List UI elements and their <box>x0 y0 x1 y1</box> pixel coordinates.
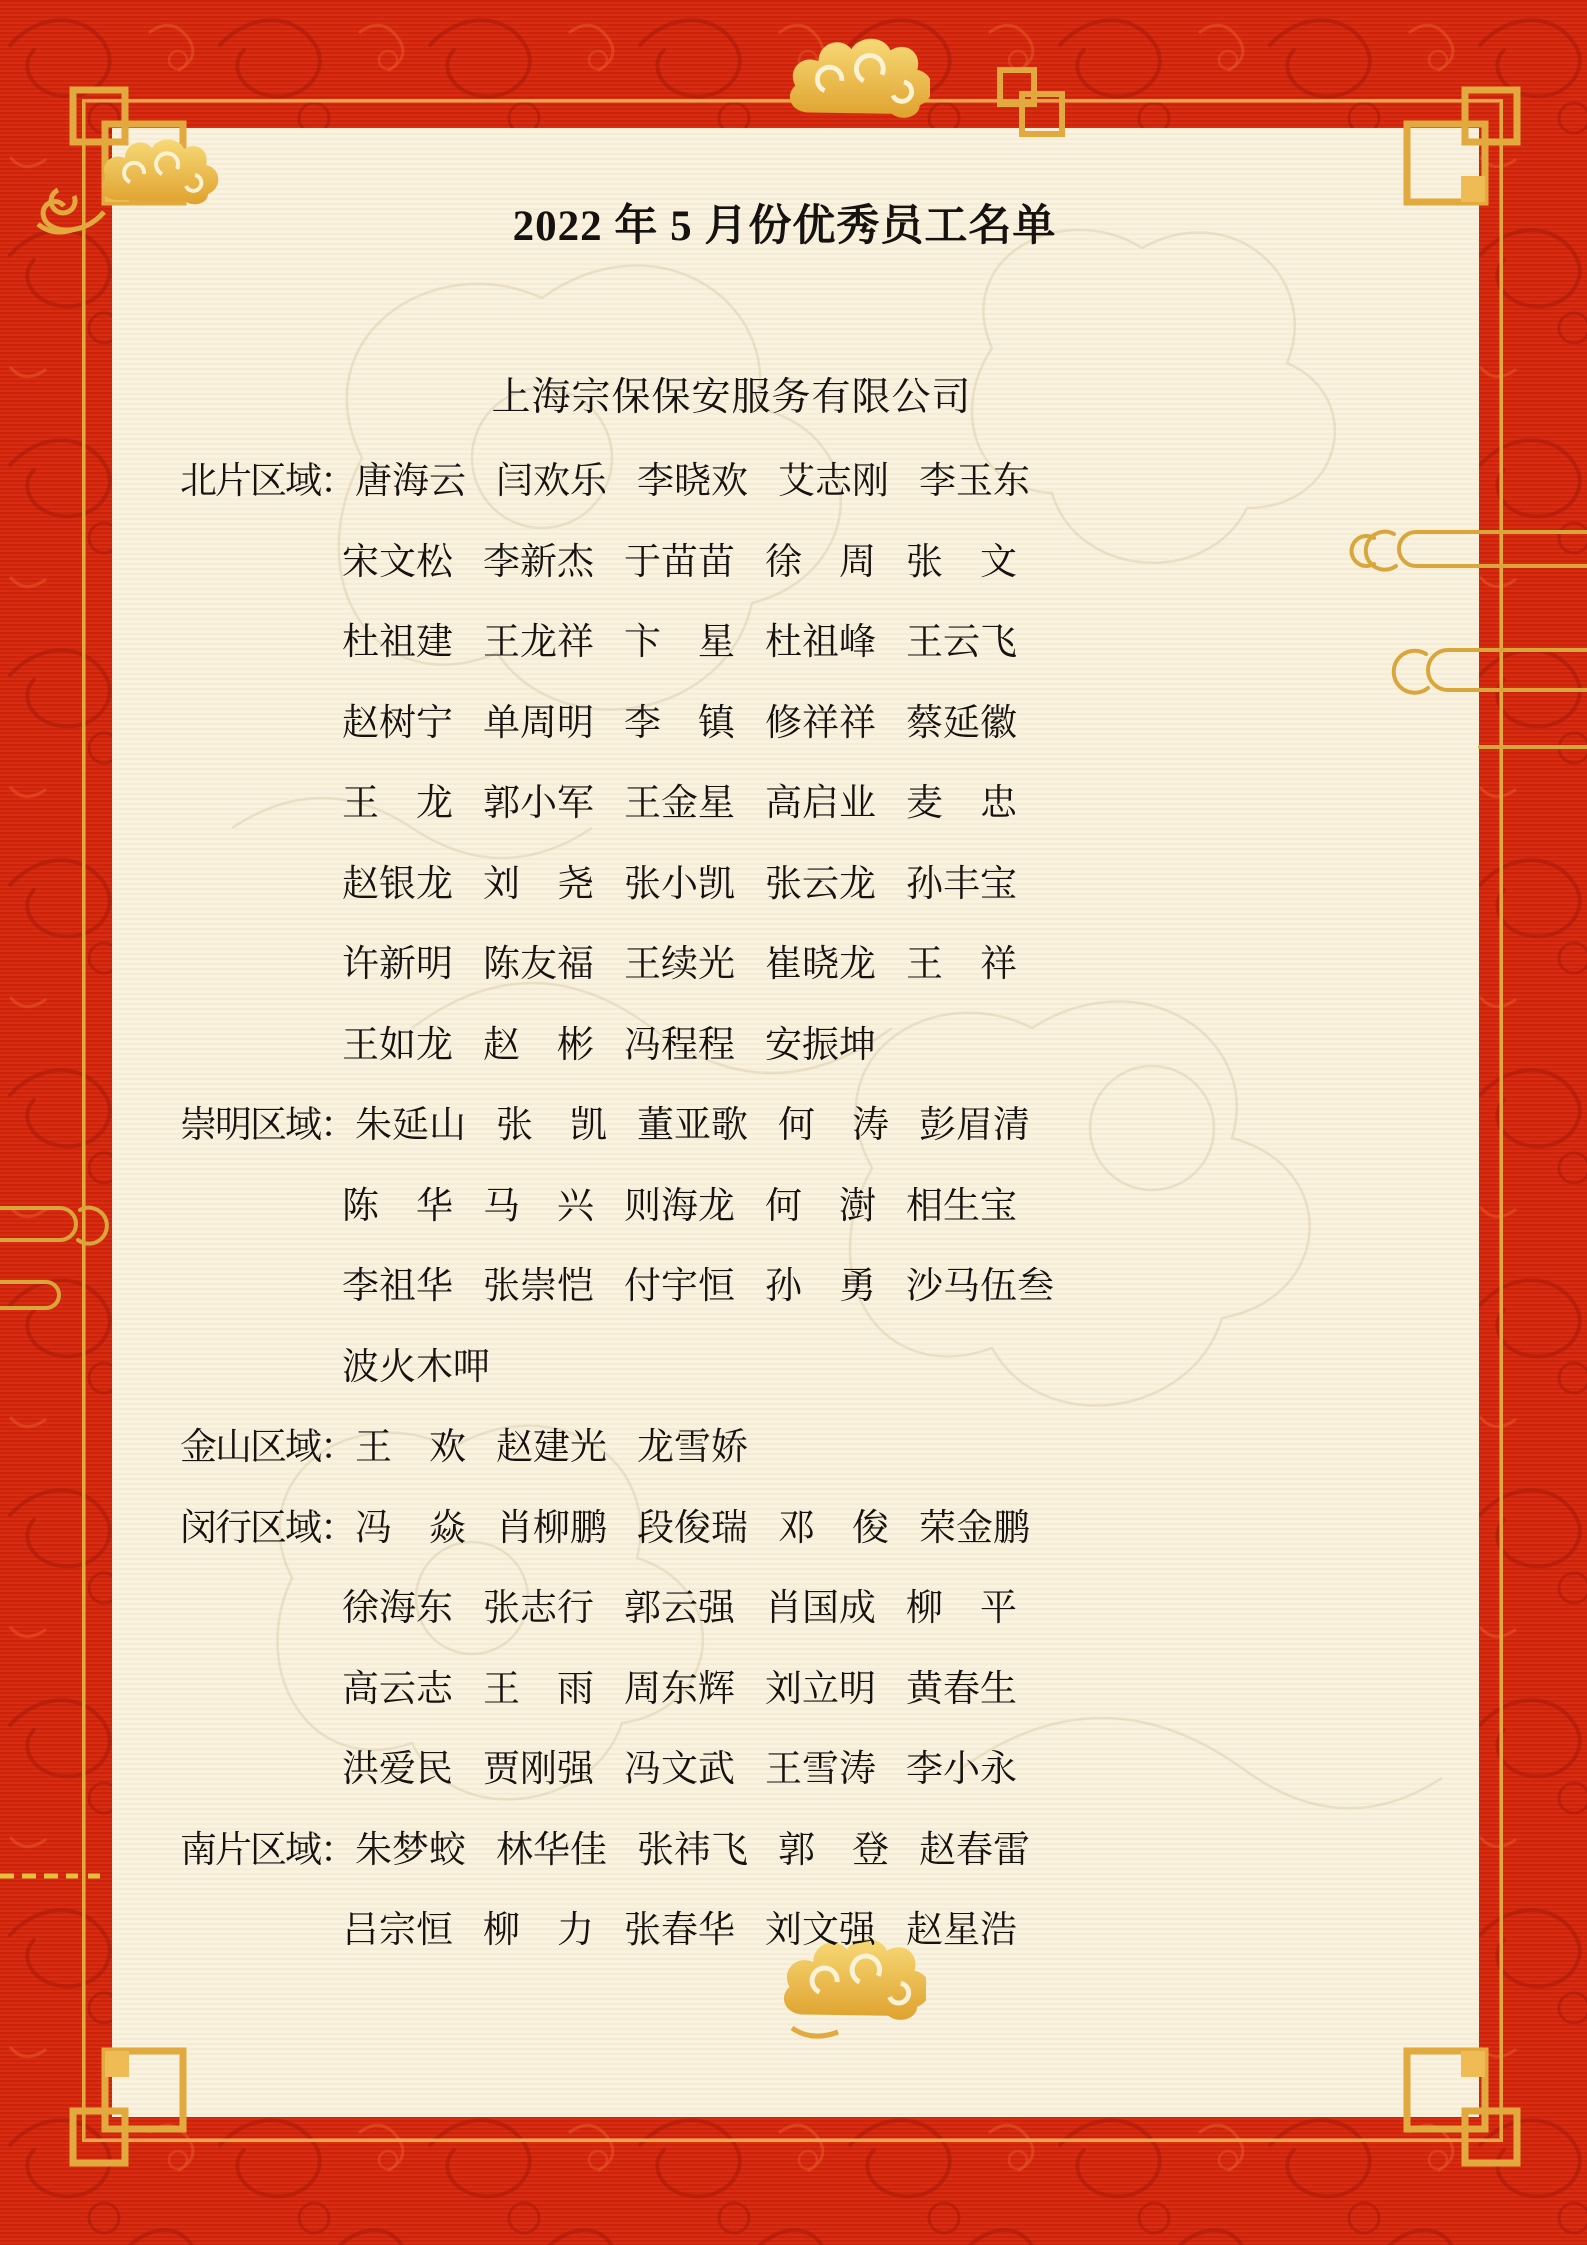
employee-name: 赵 彬 <box>483 1024 594 1066</box>
employee-name: 柳 力 <box>483 1910 594 1951</box>
employee-name: 卞 星 <box>624 622 735 663</box>
employee-name: 杜祖峰 <box>765 622 876 663</box>
employee-name: 安振坤 <box>765 1024 876 1066</box>
region-label: 金山区域： <box>180 1427 355 1468</box>
employee-name: 朱梦蛟 <box>355 1829 466 1871</box>
cloud-ornament-icon <box>778 24 930 140</box>
employee-name: 王 祥 <box>906 944 1017 985</box>
list-row <box>180 1408 1440 1489</box>
employee-name: 张祎飞 <box>637 1829 748 1871</box>
employee-name: 吕宗恒 <box>342 1910 453 1951</box>
employee-name: 李小永 <box>906 1749 1017 1790</box>
employee-name: 段俊瑞 <box>637 1507 748 1549</box>
employee-name: 荣金鹏 <box>919 1507 1030 1549</box>
employee-name: 王云飞 <box>906 622 1017 663</box>
list-row <box>180 1086 1440 1167</box>
employee-name: 张 文 <box>906 541 1017 583</box>
list-row <box>180 1006 1440 1087</box>
employee-name: 刘 尧 <box>483 863 594 905</box>
employee-name: 冯 焱 <box>355 1507 466 1549</box>
employee-name: 龙雪娇 <box>637 1427 748 1468</box>
list-row <box>180 1569 1440 1650</box>
list-row <box>180 1489 1440 1570</box>
employee-name: 付宇恒 <box>624 1266 735 1307</box>
list-row <box>180 925 1440 1006</box>
employee-name: 沙马伍叁 <box>906 1266 1054 1307</box>
employee-name: 邓 俊 <box>778 1507 889 1549</box>
employee-name: 张云龙 <box>765 863 876 905</box>
employee-name: 张春华 <box>624 1910 735 1951</box>
region-label: 崇明区域： <box>180 1105 355 1146</box>
employee-name: 赵春雷 <box>919 1829 1030 1871</box>
employee-name: 麦 忠 <box>906 783 1017 824</box>
employee-name: 李新杰 <box>483 541 594 583</box>
region-label: 南片区域： <box>180 1829 355 1871</box>
employee-name: 孙 勇 <box>765 1266 876 1307</box>
employee-name: 陈友福 <box>483 944 594 985</box>
page-title: 2022 年 5 月份优秀员工名单 <box>512 203 1057 250</box>
employee-name: 许新明 <box>342 944 453 985</box>
list-row <box>180 1650 1440 1731</box>
employee-name: 贾刚强 <box>483 1749 594 1790</box>
company-name: 上海宗保保安服务有限公司 <box>491 376 972 419</box>
list-row <box>180 845 1440 926</box>
employee-name: 赵树宁 <box>342 702 453 744</box>
employee-name: 波火木呷 <box>342 1346 490 1388</box>
employee-name: 闫欢乐 <box>496 461 607 502</box>
employee-name: 高启业 <box>765 783 876 824</box>
gold-dash-icon <box>0 1868 120 1888</box>
employee-name: 王 龙 <box>342 783 453 824</box>
employee-name: 艾志刚 <box>778 461 889 502</box>
employee-name: 赵建光 <box>496 1427 607 1468</box>
employee-name: 黄春生 <box>906 1668 1017 1710</box>
employee-name: 冯程程 <box>624 1024 735 1066</box>
employee-name: 王 欢 <box>355 1427 466 1468</box>
employee-name: 肖柳鹏 <box>496 1507 607 1549</box>
employee-name: 张小凯 <box>624 863 735 905</box>
employee-name: 蔡延徽 <box>906 702 1017 744</box>
employee-name: 冯文武 <box>624 1749 735 1790</box>
employee-name: 何 涛 <box>778 1105 889 1146</box>
list-row <box>180 603 1440 684</box>
employee-name: 唐海云 <box>355 461 466 502</box>
employee-name: 李晓欢 <box>637 461 748 502</box>
list-row <box>180 442 1440 523</box>
employee-name: 宋文松 <box>342 541 453 583</box>
employee-name: 李 镇 <box>624 702 735 744</box>
employee-name: 王 雨 <box>483 1668 594 1710</box>
employee-name: 周东辉 <box>624 1668 735 1710</box>
employee-name: 于苗苗 <box>624 541 735 583</box>
list-row <box>180 1811 1440 1892</box>
list-row <box>180 1247 1440 1328</box>
employee-name: 相生宝 <box>906 1185 1017 1227</box>
employee-name: 则海龙 <box>624 1185 735 1227</box>
list-row <box>180 1730 1440 1811</box>
employee-name: 张志行 <box>483 1588 594 1629</box>
employee-name: 王如龙 <box>342 1024 453 1066</box>
list-row <box>180 1891 1440 1972</box>
employee-name: 高云志 <box>342 1668 453 1710</box>
employee-name: 朱延山 <box>355 1105 466 1146</box>
employee-name: 何 澍 <box>765 1185 876 1227</box>
employee-name: 徐 周 <box>765 541 876 583</box>
employee-name: 柳 平 <box>906 1588 1017 1629</box>
employee-name: 林华佳 <box>496 1829 607 1871</box>
employee-name: 洪爱民 <box>342 1749 453 1790</box>
employee-name: 陈 华 <box>342 1185 453 1227</box>
employee-name: 董亚歌 <box>637 1105 748 1146</box>
employee-name: 王金星 <box>624 783 735 824</box>
employee-name: 张 凯 <box>496 1105 607 1146</box>
employee-name: 赵星浩 <box>906 1910 1017 1951</box>
list-row <box>180 523 1440 604</box>
list-row <box>180 1328 1440 1409</box>
employee-name: 郭小军 <box>483 783 594 824</box>
employee-name: 刘文强 <box>765 1910 876 1951</box>
employee-name: 郭 登 <box>778 1829 889 1871</box>
employee-name: 王雪涛 <box>765 1749 876 1790</box>
list-row <box>180 684 1440 765</box>
employee-name: 郭云强 <box>624 1588 735 1629</box>
employee-name: 徐海东 <box>342 1588 453 1629</box>
employee-name: 王续光 <box>624 944 735 985</box>
employee-name: 崔晓龙 <box>765 944 876 985</box>
employee-name: 赵银龙 <box>342 863 453 905</box>
employee-name: 修祥祥 <box>765 702 876 744</box>
employee-name: 单周明 <box>483 702 594 744</box>
employee-name: 彭眉清 <box>919 1105 1030 1146</box>
employee-name: 马 兴 <box>483 1185 594 1227</box>
employee-name: 王龙祥 <box>483 622 594 663</box>
employee-list <box>180 442 1440 1972</box>
document-content <box>112 128 1479 2117</box>
employee-name: 杜祖建 <box>342 622 453 663</box>
list-row <box>180 764 1440 845</box>
list-row <box>180 1167 1440 1248</box>
employee-name: 肖国成 <box>765 1588 876 1629</box>
employee-name: 张崇恺 <box>483 1266 594 1307</box>
employee-name: 孙丰宝 <box>906 863 1017 905</box>
employee-name: 李祖华 <box>342 1266 453 1307</box>
region-label: 北片区域： <box>180 461 355 502</box>
region-label: 闵行区域： <box>180 1507 355 1549</box>
employee-name: 刘立明 <box>765 1668 876 1710</box>
employee-name: 李玉东 <box>919 461 1030 502</box>
